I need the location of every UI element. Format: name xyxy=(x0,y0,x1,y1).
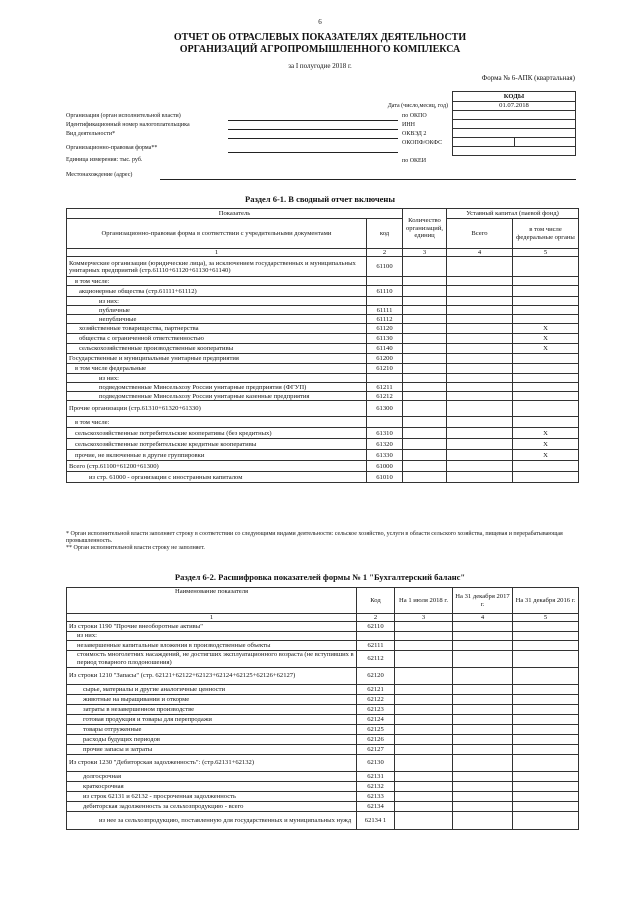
s1-row-federal[interactable] xyxy=(513,392,579,401)
s1-row-total[interactable] xyxy=(447,297,513,306)
okpo-value[interactable] xyxy=(453,111,576,120)
activity-underline[interactable] xyxy=(228,138,398,139)
s2-row-jul2018[interactable] xyxy=(395,640,453,650)
s2-row-name: дебиторская задолженность за сельхозпродукцию - всего xyxy=(67,801,357,811)
s1-row-federal[interactable] xyxy=(513,401,579,417)
s1-row-code xyxy=(367,297,403,306)
s2-row-dec2017[interactable] xyxy=(453,640,513,650)
s2-row-name: Из строки 1190 "Прочие внеоборотные активы" xyxy=(67,622,357,632)
s1-row-name: в том числе федеральные xyxy=(67,364,367,374)
s2-row-jul2018[interactable] xyxy=(395,724,453,734)
s2-h-name: Наименование показателя xyxy=(67,588,357,614)
s1-row-total[interactable] xyxy=(447,472,513,483)
section2-row xyxy=(67,754,579,771)
org-underline[interactable] xyxy=(228,120,398,121)
s1-row-code: 61010 xyxy=(367,472,403,483)
s1-row-name: из стр. 61000 - организации с иностранным капиталом xyxy=(67,472,367,483)
s1-row-total[interactable] xyxy=(447,401,513,417)
s2-row-dec2016[interactable] xyxy=(513,684,579,694)
s2-row-name: из строк 62131 и 62132 - просроченная задолженность xyxy=(67,791,357,801)
footnote-1: * Орган исполнительной власти заполняет строку в соответствии со следующими видами деятельности: сельское хозяйство, услуги в области сельского хозяйства, пищевая и перерабатывающая промышленность. xyxy=(66,531,563,544)
s2-row-dec2016[interactable] xyxy=(513,771,579,781)
s1-row-count[interactable] xyxy=(403,306,447,315)
s1-row-name: в том числе: xyxy=(67,277,367,286)
location-underline[interactable] xyxy=(160,179,576,180)
s1-row-count[interactable] xyxy=(403,472,447,483)
s2-row-dec2017[interactable] xyxy=(453,714,513,724)
okfs-value[interactable] xyxy=(514,138,576,147)
section2-row xyxy=(67,622,579,632)
section2-row xyxy=(67,667,579,684)
s1-row-count[interactable] xyxy=(403,392,447,401)
section2-row xyxy=(67,791,579,801)
s1-row-federal: X xyxy=(513,324,579,334)
s2-row-dec2016[interactable] xyxy=(513,650,579,667)
s2-row-code: 62123 xyxy=(357,704,395,714)
s1-row-total[interactable] xyxy=(447,306,513,315)
s1-row-name: сельскохозяйственные потребительские кредитные кооперативы xyxy=(67,439,367,450)
section1-row xyxy=(67,383,579,392)
s1-h-capital: Уставный капитал (паевой фонд) xyxy=(447,209,579,219)
s1-row-total[interactable] xyxy=(447,344,513,354)
s2-row-dec2017[interactable] xyxy=(453,704,513,714)
section1-table xyxy=(66,208,579,483)
s1-row-federal[interactable] xyxy=(513,286,579,297)
s2-row-jul2018[interactable] xyxy=(395,781,453,791)
s2-colnum: 1 xyxy=(67,614,357,622)
s2-row-dec2017[interactable] xyxy=(453,734,513,744)
s1-colnum: 5 xyxy=(513,249,579,257)
s1-row-count[interactable] xyxy=(403,364,447,374)
s2-row-code: 62111 xyxy=(357,640,395,650)
section2-row xyxy=(67,632,579,640)
s1-row-total[interactable] xyxy=(447,324,513,334)
s2-row-dec2016[interactable] xyxy=(513,694,579,704)
s1-row-federal[interactable] xyxy=(513,417,579,428)
s1-row-federal: X xyxy=(513,428,579,439)
s2-row-name: сырье, материалы и другие аналогичные ценности xyxy=(67,684,357,694)
s1-row-federal[interactable] xyxy=(513,297,579,306)
s2-row-name: расходы будущих периодов xyxy=(67,734,357,744)
codes-header: КОДЫ xyxy=(453,92,576,102)
s2-colnum: 2 xyxy=(357,614,395,622)
s1-colnum: 2 xyxy=(367,249,403,257)
s2-row-name: Из строки 1230 "Дебиторская задолженность": (стр.62131+62132) xyxy=(67,754,357,771)
s2-row-code: 62131 xyxy=(357,771,395,781)
s2-row-dec2016[interactable] xyxy=(513,791,579,801)
s1-row-code xyxy=(367,417,403,428)
section1-row xyxy=(67,306,579,315)
section1-row xyxy=(67,374,579,383)
section2-row xyxy=(67,704,579,714)
date-label: Дата (число,месяц, год) xyxy=(387,103,448,109)
s2-row-name: стоимость многолетних насаждений, не достигших эксплуатационного возраста (не вступивших в период товарного плодоношения) xyxy=(67,650,357,667)
s1-row-federal: X xyxy=(513,439,579,450)
s2-row-dec2016[interactable] xyxy=(513,632,579,640)
s2-h-col3: На 1 июля 2018 г. xyxy=(395,588,453,614)
s1-row-federal: X xyxy=(513,450,579,461)
s2-colnum: 4 xyxy=(453,614,513,622)
s2-row-dec2017[interactable] xyxy=(453,632,513,640)
s1-row-total[interactable] xyxy=(447,277,513,286)
s2-row-jul2018[interactable] xyxy=(395,632,453,640)
s1-h-total: Всего xyxy=(447,219,513,249)
section1-row xyxy=(67,472,579,483)
section1-row xyxy=(67,344,579,354)
inn-underline[interactable] xyxy=(228,129,398,130)
s1-row-name: сельскохозяйственные потребительские кооперативы (без кредитных) xyxy=(67,428,367,439)
location-label: Местонахождение (адрес) xyxy=(66,172,133,178)
s2-row-dec2016[interactable] xyxy=(513,622,579,632)
s1-row-count[interactable] xyxy=(403,383,447,392)
s1-row-name: акционерные общества (стр.61111+61112) xyxy=(67,286,367,297)
s2-row-jul2018[interactable] xyxy=(395,694,453,704)
activity-label: Вид деятельности* xyxy=(66,131,116,137)
s1-row-name: Прочие организации (стр.61310+61320+61330) xyxy=(67,401,367,417)
report-title-line1: ОТЧЕТ ОБ ОТРАСЛЕВЫХ ПОКАЗАТЕЛЯХ ДЕЯТЕЛЬНОСТИ xyxy=(173,32,467,43)
section2-table xyxy=(66,587,579,830)
s1-row-name: сельскохозяйственные производственные кооперативы xyxy=(67,344,367,354)
s2-row-dec2017[interactable] xyxy=(453,791,513,801)
s2-h-col4: На 31 декабря 2017 г. xyxy=(453,588,513,614)
s2-row-dec2016[interactable] xyxy=(513,704,579,714)
s2-row-dec2017[interactable] xyxy=(453,622,513,632)
s2-row-name: прочие запасы и затраты xyxy=(67,744,357,754)
s2-row-dec2017[interactable] xyxy=(453,650,513,667)
s2-row-jul2018[interactable] xyxy=(395,771,453,781)
s2-row-jul2018[interactable] xyxy=(395,754,453,771)
okopf-label: ОКОПФ/ОКФС xyxy=(402,140,443,146)
unit-label: Единица измерения: тыс. руб. xyxy=(66,157,143,163)
s1-row-code: 61320 xyxy=(367,439,403,450)
s2-row-dec2017[interactable] xyxy=(453,724,513,734)
s2-row-dec2016[interactable] xyxy=(513,714,579,724)
s1-row-federal: X xyxy=(513,334,579,344)
section1-row xyxy=(67,286,579,297)
s1-row-code: 61310 xyxy=(367,428,403,439)
section1-row xyxy=(67,392,579,401)
s1-row-total[interactable] xyxy=(447,286,513,297)
s1-row-name: Всего (стр.61100+61200+61300) xyxy=(67,461,367,472)
s2-row-dec2016[interactable] xyxy=(513,724,579,734)
s1-colnum: 1 xyxy=(67,249,367,257)
s2-row-code: 62133 xyxy=(357,791,395,801)
s1-row-count[interactable] xyxy=(403,257,447,277)
section1-row xyxy=(67,297,579,306)
s1-row-count[interactable] xyxy=(403,450,447,461)
s1-row-code: 61212 xyxy=(367,392,403,401)
s2-h-code: Код xyxy=(357,588,395,614)
okei-label: по ОКЕИ xyxy=(402,158,427,164)
s1-h-indicator: Показатель xyxy=(67,209,403,219)
s1-row-federal[interactable] xyxy=(513,472,579,483)
s1-row-code: 61211 xyxy=(367,383,403,392)
org-label: Организация (орган исполнительной власти) xyxy=(66,113,181,119)
s2-row-jul2018[interactable] xyxy=(395,714,453,724)
section1-row xyxy=(67,428,579,439)
s1-row-federal[interactable] xyxy=(513,383,579,392)
s1-row-name: из них: xyxy=(67,374,367,383)
s1-row-name: подведомственные Минсельхозу России унитарные предприятия (ФГУП) xyxy=(67,383,367,392)
s1-row-count[interactable] xyxy=(403,286,447,297)
section1-row xyxy=(67,461,579,472)
s2-row-jul2018[interactable] xyxy=(395,734,453,744)
s2-row-name: долгосрочная xyxy=(67,771,357,781)
okei-value[interactable] xyxy=(453,147,576,156)
s2-row-code: 62125 xyxy=(357,724,395,734)
s1-row-code: 61112 xyxy=(367,315,403,324)
s1-row-code: 61330 xyxy=(367,450,403,461)
s2-row-dec2016[interactable] xyxy=(513,811,579,829)
s1-row-count[interactable] xyxy=(403,277,447,286)
s2-row-code: 62110 xyxy=(357,622,395,632)
s1-row-count[interactable] xyxy=(403,324,447,334)
codes-table xyxy=(452,91,576,156)
s1-row-name: из них: xyxy=(67,297,367,306)
s2-row-dec2017[interactable] xyxy=(453,684,513,694)
section2-row xyxy=(67,781,579,791)
s2-row-jul2018[interactable] xyxy=(395,667,453,684)
section2-row xyxy=(67,811,579,829)
inn-code-label: ИНН xyxy=(402,122,415,128)
s2-row-name: из них: xyxy=(67,632,357,640)
s1-row-code xyxy=(367,277,403,286)
s2-row-code: 62132 xyxy=(357,781,395,791)
s1-row-federal[interactable] xyxy=(513,354,579,364)
s1-row-count[interactable] xyxy=(403,417,447,428)
s2-row-name: товары отгруженные xyxy=(67,724,357,734)
s1-row-total[interactable] xyxy=(447,257,513,277)
s1-row-code: 61120 xyxy=(367,324,403,334)
s2-row-name: животные на выращивании и откорме xyxy=(67,694,357,704)
s2-row-name: незавершенные капитальные вложения в производственные объекты xyxy=(67,640,357,650)
s1-colnum: 3 xyxy=(403,249,447,257)
s2-h-col5: На 31 декабря 2016 г. xyxy=(513,588,579,614)
section2-row xyxy=(67,734,579,744)
s1-row-name: Коммерческие организации (юридические лица), за исключением государственных и муниципальных унитарных предприятий (стр.61110+61120+61130+61140) xyxy=(67,257,367,277)
s1-row-count[interactable] xyxy=(403,297,447,306)
s1-row-total[interactable] xyxy=(447,439,513,450)
s1-row-total[interactable] xyxy=(447,374,513,383)
page-number: 6 xyxy=(318,18,322,26)
s1-row-total[interactable] xyxy=(447,461,513,472)
s2-row-code: 62134 xyxy=(357,801,395,811)
s2-row-code: 62120 xyxy=(357,667,395,684)
s1-h-code: код xyxy=(367,219,403,249)
section2-row xyxy=(67,744,579,754)
section1-row xyxy=(67,364,579,374)
legal-form-underline[interactable] xyxy=(228,152,398,153)
s1-row-code: 61200 xyxy=(367,354,403,364)
s1-row-total[interactable] xyxy=(447,315,513,324)
s2-row-jul2018[interactable] xyxy=(395,650,453,667)
s1-colnum: 4 xyxy=(447,249,513,257)
s1-h-count: Количество организаций, единиц xyxy=(403,209,447,249)
okved-value[interactable] xyxy=(453,129,576,138)
okopf-value[interactable] xyxy=(453,138,515,147)
section1-row xyxy=(67,257,579,277)
s1-row-count[interactable] xyxy=(403,344,447,354)
inn-value[interactable] xyxy=(453,120,576,129)
s2-row-dec2017[interactable] xyxy=(453,744,513,754)
footnote-2: ** Орган исполнительной власти строку не заполняет. xyxy=(66,545,205,551)
s2-row-code: 62134 1 xyxy=(357,811,395,829)
section1-row xyxy=(67,334,579,344)
date-value: 01.07.2018 xyxy=(453,102,576,111)
s2-colnum: 3 xyxy=(395,614,453,622)
s1-row-code xyxy=(367,374,403,383)
s1-row-total[interactable] xyxy=(447,364,513,374)
s2-row-name: краткосрочная xyxy=(67,781,357,791)
s1-row-count[interactable] xyxy=(403,439,447,450)
s2-row-dec2016[interactable] xyxy=(513,801,579,811)
s2-row-dec2017[interactable] xyxy=(453,781,513,791)
s1-row-total[interactable] xyxy=(447,383,513,392)
s2-row-code: 62122 xyxy=(357,694,395,704)
s1-row-count[interactable] xyxy=(403,401,447,417)
s2-row-dec2017[interactable] xyxy=(453,811,513,829)
s1-row-total[interactable] xyxy=(447,417,513,428)
s2-row-dec2016[interactable] xyxy=(513,744,579,754)
s1-h-org-form: Организационно-правовая форма в соответствии с учредительными документами xyxy=(67,219,367,249)
section1-row xyxy=(67,417,579,428)
s2-row-name: Из строки 1210 "Запасы" (стр. 62121+62122+62123+62124+62125+62126+62127) xyxy=(67,667,357,684)
s1-row-federal[interactable] xyxy=(513,306,579,315)
s1-row-count[interactable] xyxy=(403,334,447,344)
s2-row-code: 62124 xyxy=(357,714,395,724)
s2-row-dec2017[interactable] xyxy=(453,801,513,811)
s2-row-jul2018[interactable] xyxy=(395,801,453,811)
form-name: Форма № 6-АПК (квартальная) xyxy=(481,74,575,82)
legal-form-label: Организационно-правовая форма** xyxy=(66,145,158,151)
section1-row xyxy=(67,277,579,286)
s1-row-count[interactable] xyxy=(403,374,447,383)
section2-row xyxy=(67,801,579,811)
s2-row-jul2018[interactable] xyxy=(395,744,453,754)
s1-row-code: 61210 xyxy=(367,364,403,374)
s1-row-name: непубличные xyxy=(67,315,367,324)
s2-row-dec2017[interactable] xyxy=(453,667,513,684)
s1-row-name: публичные xyxy=(67,306,367,315)
s1-row-federal[interactable] xyxy=(513,461,579,472)
s2-row-dec2017[interactable] xyxy=(453,771,513,781)
s1-row-total[interactable] xyxy=(447,392,513,401)
s1-row-federal[interactable] xyxy=(513,257,579,277)
s1-row-count[interactable] xyxy=(403,315,447,324)
s1-row-name: хозяйственные товарищества, партнерства xyxy=(67,324,367,334)
s1-row-count[interactable] xyxy=(403,461,447,472)
s1-row-total[interactable] xyxy=(447,334,513,344)
s2-row-dec2016[interactable] xyxy=(513,667,579,684)
s1-h-federal: в том числе федеральные органы xyxy=(513,219,579,249)
section1-title: Раздел 6-1. В сводный отчет включены xyxy=(245,194,395,204)
s2-colnum: 5 xyxy=(513,614,579,622)
okpo-label: по ОКПО xyxy=(402,113,427,119)
s1-row-code: 61100 xyxy=(367,257,403,277)
s1-row-code: 61110 xyxy=(367,286,403,297)
s2-row-dec2016[interactable] xyxy=(513,781,579,791)
section2-row xyxy=(67,694,579,704)
section2-row xyxy=(67,714,579,724)
s1-row-federal[interactable] xyxy=(513,364,579,374)
s1-row-federal: X xyxy=(513,344,579,354)
s1-row-code: 61140 xyxy=(367,344,403,354)
s2-row-dec2016[interactable] xyxy=(513,640,579,650)
s2-row-jul2018[interactable] xyxy=(395,704,453,714)
s1-row-name: Государственные и муниципальные унитарные предприятия xyxy=(67,354,367,364)
section1-row xyxy=(67,401,579,417)
s1-row-total[interactable] xyxy=(447,428,513,439)
s2-row-code: 62127 xyxy=(357,744,395,754)
s1-row-total[interactable] xyxy=(447,354,513,364)
s2-row-code: 62112 xyxy=(357,650,395,667)
s1-row-code: 61111 xyxy=(367,306,403,315)
section1-row xyxy=(67,450,579,461)
s2-row-dec2016[interactable] xyxy=(513,754,579,771)
s1-row-name: прочие, не включенные в другие группировки xyxy=(67,450,367,461)
section1-row xyxy=(67,324,579,334)
report-title-line2: ОРГАНИЗАЦИЙ АГРОПРОМЫШЛЕННОГО КОМПЛЕКСА xyxy=(179,44,461,55)
s1-row-name: общества с ограниченной ответственностью xyxy=(67,334,367,344)
section2-row xyxy=(67,771,579,781)
report-period: за I полугодие 2018 г. xyxy=(288,62,352,70)
section2-title: Раздел 6-2. Расшифровка показателей формы № 1 "Бухгалтерский баланс" xyxy=(174,572,466,582)
section1-row xyxy=(67,315,579,324)
section2-row xyxy=(67,684,579,694)
section2-row xyxy=(67,650,579,667)
s2-row-dec2017[interactable] xyxy=(453,754,513,771)
section2-row xyxy=(67,640,579,650)
okved-label: ОКВЭД 2 xyxy=(402,131,427,137)
s2-row-code xyxy=(357,632,395,640)
s2-row-dec2016[interactable] xyxy=(513,734,579,744)
s2-row-name: затраты в незавершенном производстве xyxy=(67,704,357,714)
s1-row-federal[interactable] xyxy=(513,315,579,324)
s1-row-name: подведомственные Минсельхозу России унитарные казенные предприятия xyxy=(67,392,367,401)
s2-row-code: 62126 xyxy=(357,734,395,744)
s1-row-count[interactable] xyxy=(403,428,447,439)
s1-row-code: 61000 xyxy=(367,461,403,472)
inn-label: Идентификационный номер налогоплательщика xyxy=(66,122,190,128)
s2-row-code: 62130 xyxy=(357,754,395,771)
s2-row-code: 62121 xyxy=(357,684,395,694)
section1-row xyxy=(67,439,579,450)
s1-row-code: 61300 xyxy=(367,401,403,417)
s1-row-count[interactable] xyxy=(403,354,447,364)
s2-row-jul2018[interactable] xyxy=(395,622,453,632)
s1-row-federal[interactable] xyxy=(513,277,579,286)
s2-row-jul2018[interactable] xyxy=(395,811,453,829)
s2-row-name: из нее за сельхозпродукцию, поставленную для государственных и муниципальных нужд xyxy=(67,811,357,829)
s1-row-code: 61130 xyxy=(367,334,403,344)
s2-row-name: готовая продукция и товары для перепродажи xyxy=(67,714,357,724)
section1-row xyxy=(67,354,579,364)
s2-row-jul2018[interactable] xyxy=(395,684,453,694)
s2-row-dec2017[interactable] xyxy=(453,694,513,704)
section2-row xyxy=(67,724,579,734)
s1-row-name: в том числе: xyxy=(67,417,367,428)
s1-row-federal[interactable] xyxy=(513,374,579,383)
s1-row-total[interactable] xyxy=(447,450,513,461)
s2-row-jul2018[interactable] xyxy=(395,791,453,801)
